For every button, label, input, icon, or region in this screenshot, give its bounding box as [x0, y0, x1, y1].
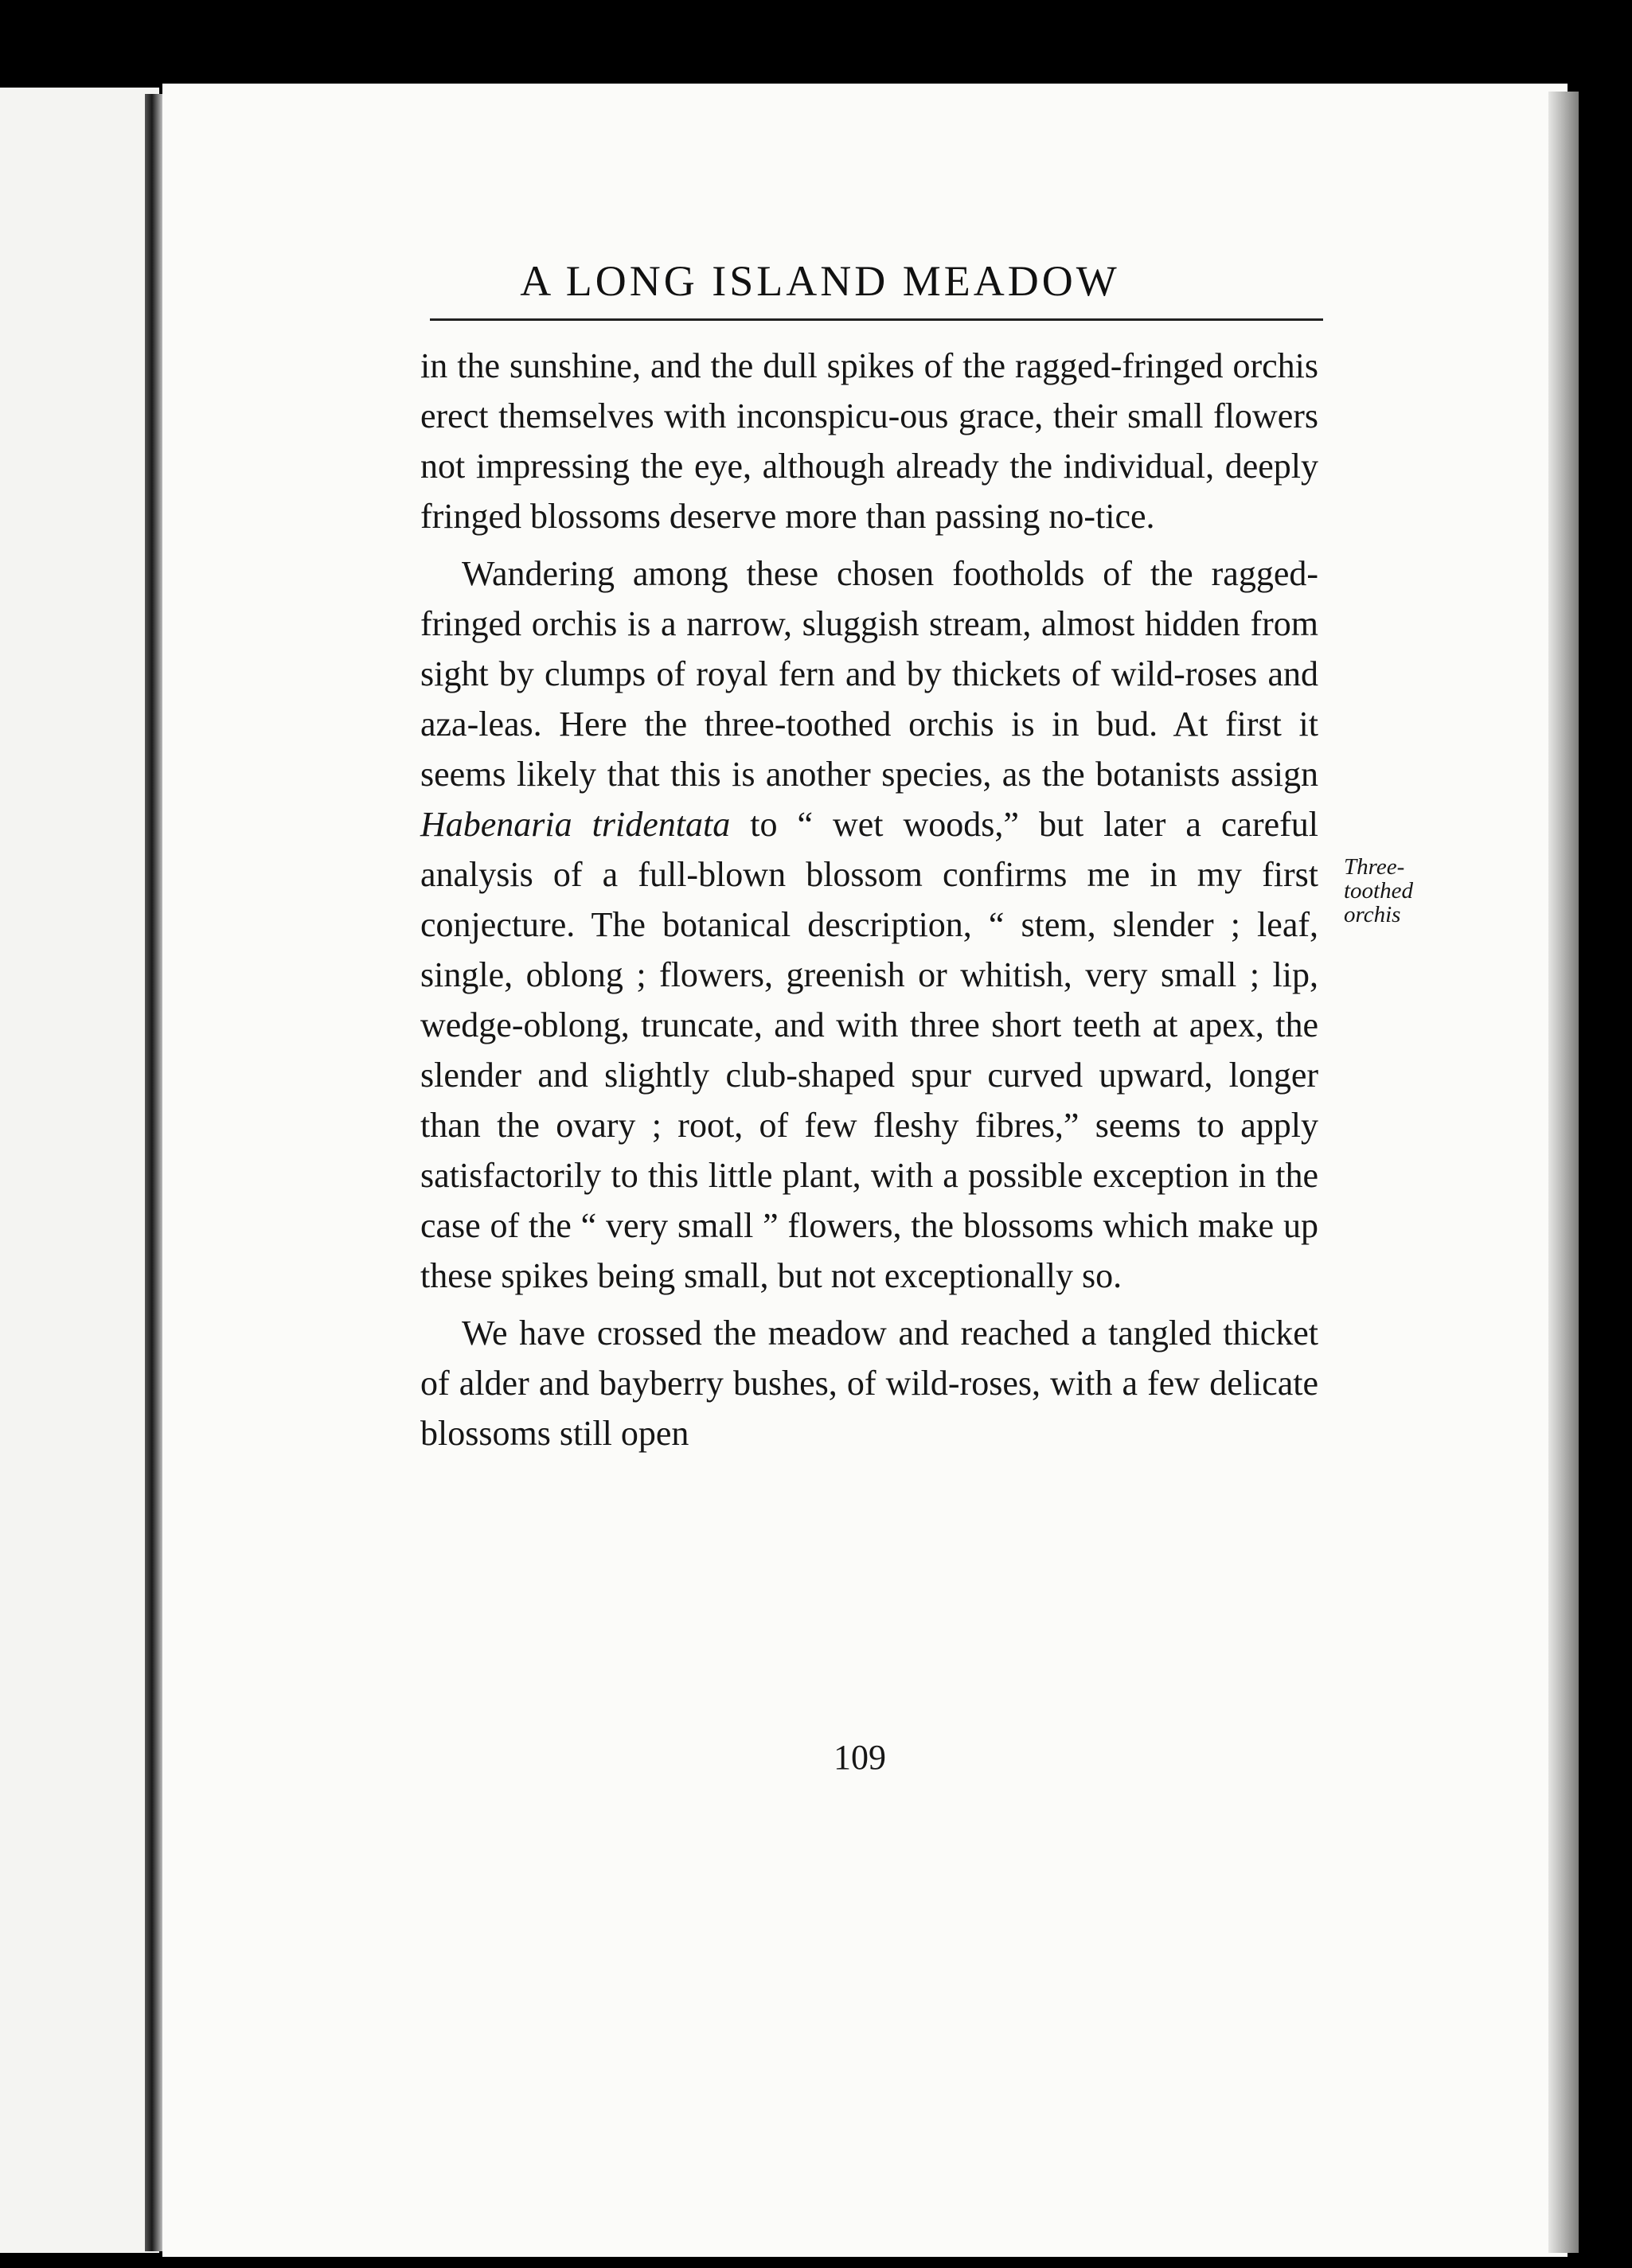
side-note-line-1: Three-	[1344, 854, 1405, 880]
running-head: A LONG ISLAND MEADOW	[520, 257, 1120, 305]
side-note-line-2: toothed	[1344, 878, 1413, 904]
left-page-edge	[0, 88, 159, 2253]
paragraph-2	[420, 548, 1318, 1301]
header-rule	[430, 318, 1323, 321]
species-name: Habenaria tridentata	[420, 805, 731, 844]
paragraph-1: in the sunshine, and the dull spikes of the ragged-fringed orchis erect themselves with inconspicu-ous grace, their small flowers not impressing the eye, although already the individual, deeply fringed blossoms deserve more than passing no-tice.	[420, 346, 1318, 536]
paragraph-2-text-b: to “ wet woods,” but later a careful analysis of a full-blown blossom confirms me in my first conjecture. The botanical description, “ stem, slender ; leaf, single, oblong ; flowers, greenish or whitish, very small ; lip, wedge-oblong, truncate, and with three short teeth at apex, the slender and slightly club-shaped spur curved upward, longer than the ovary ; root, of few fleshy fibres,” seems to apply satisfactorily to this little plant, with a possible exception in the case of the “ very small ” flowers, the blossoms which make up these spikes being small, but not exceptionally so.	[420, 805, 1319, 1295]
paragraph-2-text-a: Wandering among these chosen footholds of the ragged-fringed orchis is a narrow, sluggish stream, almost hidden from sight by clumps of royal fern and by thickets of wild-roses and aza-leas. Here the three-toothed orchis is in bud. At first it seems likely that this is another species, as the botanists assign	[420, 554, 1318, 794]
book-spine	[145, 94, 162, 2251]
side-note-line-3: orchis	[1344, 902, 1401, 927]
paragraph-3: We have crossed the meadow and reached a tangled thicket of alder and bayberry bushes, of wild-roses, with a few delicate blossoms still open	[420, 1314, 1318, 1453]
side-note	[1344, 855, 1439, 927]
page-edge-shadow	[1548, 92, 1579, 2253]
body-text	[420, 341, 1318, 1458]
page-number: 109	[834, 1738, 886, 1777]
